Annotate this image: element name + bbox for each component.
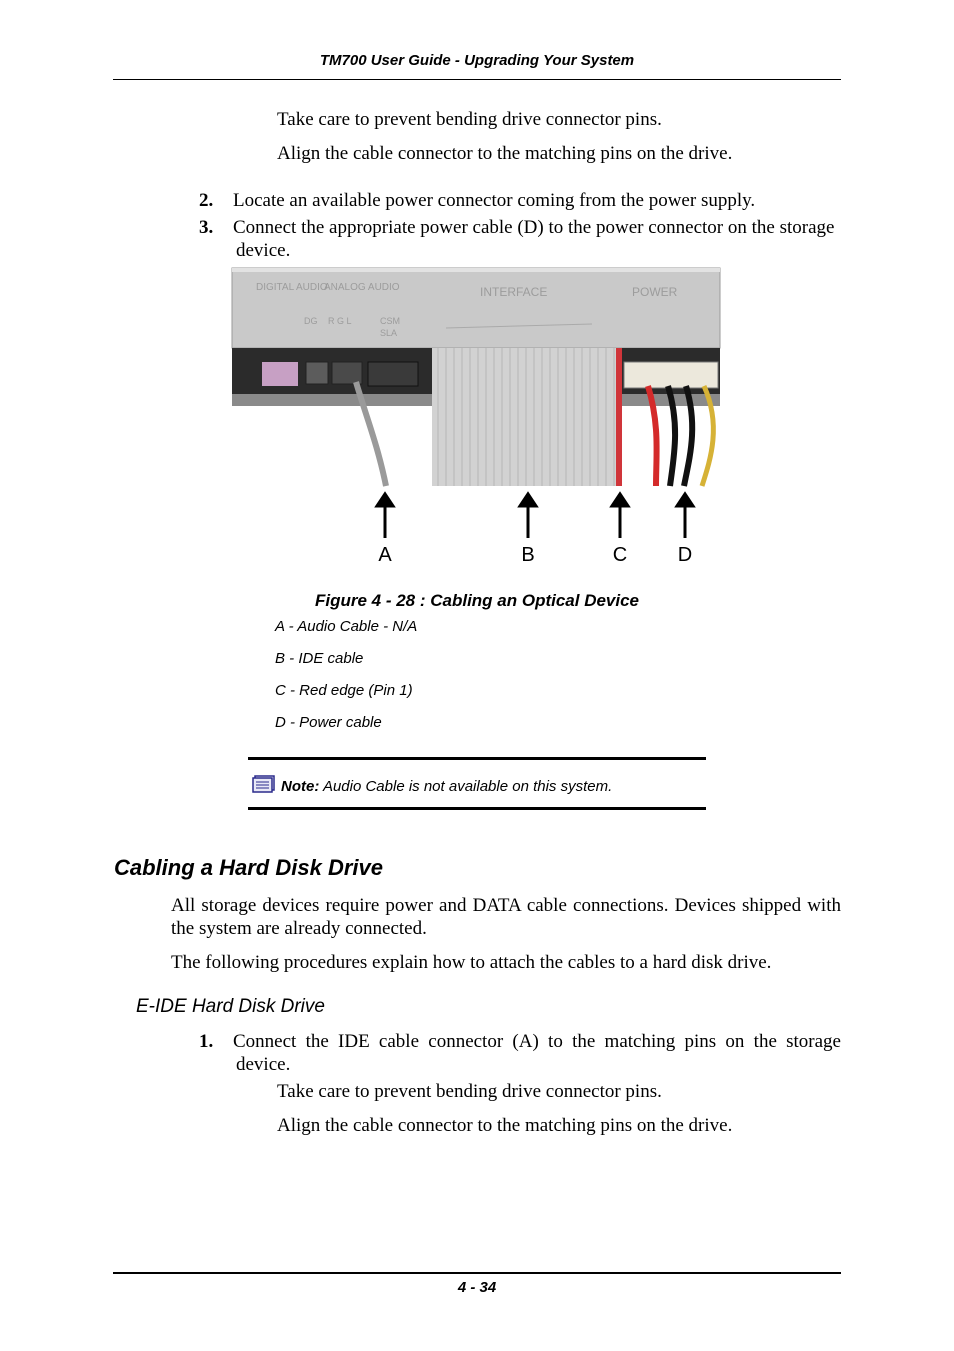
label-csm: CSM	[380, 316, 400, 326]
note-bending-pins: Take care to prevent bending drive connector pins.	[277, 109, 662, 130]
label-interface: INTERFACE	[480, 285, 548, 299]
ide-ribbon-cable	[432, 348, 622, 486]
label-sla: SLA	[380, 328, 398, 338]
note-icon	[252, 775, 276, 793]
arrow-label-d: D	[677, 544, 693, 566]
note-bending-pins-2: Take care to prevent bending drive connector pins.	[277, 1081, 662, 1102]
section-para1-line2: the system are already connected.	[171, 918, 427, 939]
power-connector	[624, 362, 718, 388]
note-align-connector: Align the cable connector to the matching pins on the drive.	[277, 143, 733, 164]
header-rule	[113, 79, 841, 80]
label-dg: DG	[304, 316, 318, 326]
note-rule-bottom	[248, 807, 706, 810]
note-rule-top	[248, 757, 706, 760]
step-text-line1: Connect the appropriate power cable (D) to the power connector on the storage	[233, 217, 835, 238]
step-number: 3.	[199, 217, 214, 238]
label-analog-audio: ANALOG AUDIO	[324, 282, 400, 293]
audio-connector	[306, 362, 328, 384]
section-para2: The following procedures explain how to attach the cables to a hard disk drive.	[171, 952, 772, 973]
figure-caption: Figure 4 - 28 : Cabling an Optical Device	[314, 591, 640, 610]
power-wire-black1	[668, 386, 675, 486]
footer-rule	[113, 1272, 841, 1274]
legend-item-b: B - IDE cable	[275, 650, 364, 667]
red-edge-pin1	[616, 348, 622, 486]
step-text-line1: Connect the IDE cable connector (A) to the matching pins on the storage	[233, 1031, 841, 1052]
drive-back-panel	[232, 268, 720, 348]
legend-item-d: D - Power cable	[275, 714, 382, 731]
step-text-line2: device.	[236, 1054, 291, 1075]
label-rgl: R G L	[328, 316, 352, 326]
arrow-label-b: B	[521, 544, 535, 566]
section-title: Cabling a Hard Disk Drive	[114, 855, 383, 880]
section-para1-line1: All storage devices require power and DATA cable connections. Devices shipped with	[171, 895, 841, 916]
note-align-connector-2: Align the cable connector to the matching pins on the drive.	[277, 1115, 733, 1136]
note-text	[281, 778, 612, 795]
step-number: 2.	[199, 190, 214, 211]
running-header: TM700 User Guide - Upgrading Your System	[319, 52, 635, 69]
label-power: POWER	[632, 285, 678, 299]
step-text-line2: device.	[236, 240, 291, 261]
legend-item-c: C - Red edge (Pin 1)	[275, 682, 413, 699]
note-label: Note:	[281, 778, 320, 795]
note-body: Audio Cable is not available on this system.	[319, 778, 613, 795]
legend-item-a: A - Audio Cable - N/A	[275, 618, 418, 635]
step-text: Locate an available power connector coming from the power supply.	[233, 190, 756, 211]
label-digital-audio: DIGITAL AUDIO	[256, 282, 328, 293]
page-number: 4 - 34	[457, 1279, 497, 1296]
optical-drive-figure	[228, 266, 728, 566]
step-number: 1.	[199, 1031, 214, 1052]
jumper-block	[262, 362, 298, 386]
arrow-label-a: A	[378, 544, 392, 566]
subsection-title: E-IDE Hard Disk Drive	[136, 996, 325, 1017]
arrow-label-c: C	[612, 544, 628, 566]
